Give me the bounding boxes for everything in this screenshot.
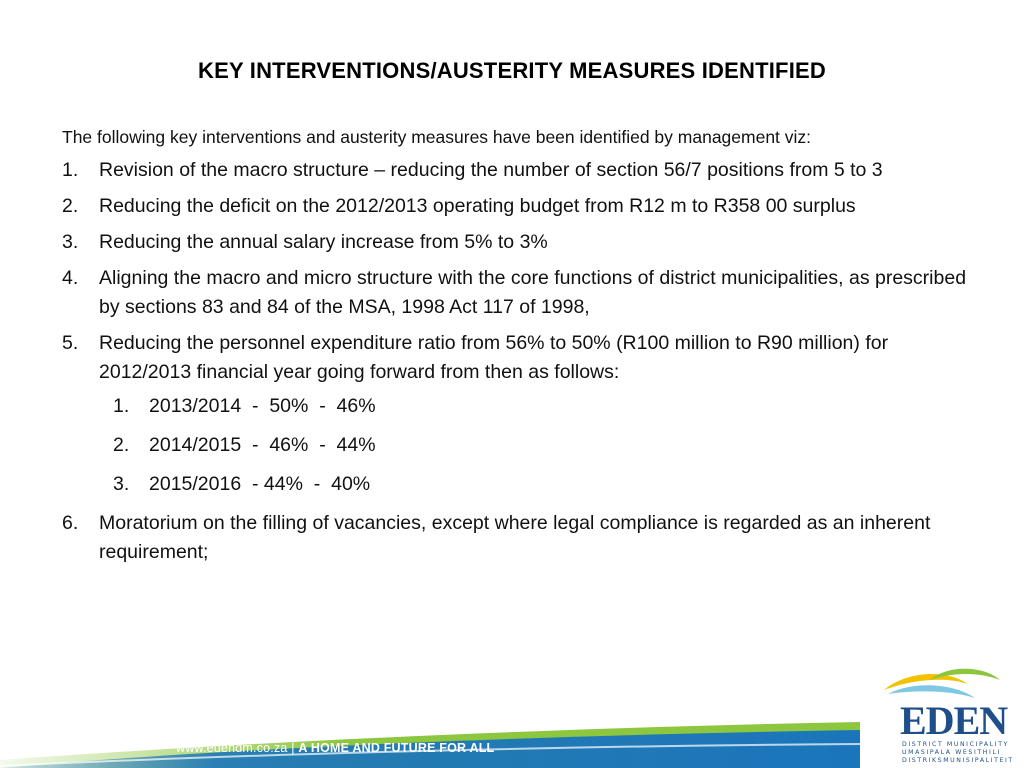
list-text: Revision of the macro structure – reducing the number of section 56/7 positions from 5 to 3 <box>99 159 883 181</box>
measures-list <box>62 156 972 567</box>
list-text: Aligning the macro and micro structure with the core functions of district municipalities, as prescribed by sections 83 and 84 of the MSA, 1998 Act 117 of 1998, <box>99 267 967 318</box>
sub-list-item <box>103 470 972 499</box>
list-item <box>62 264 972 322</box>
list-text: Moratorium on the filling of vacancies, except where legal compliance is regarded as an inherent requirement; <box>99 512 931 563</box>
logo-line-3: DISTRIKSMUNISIPALITEIT <box>902 757 1014 764</box>
list-text: Reducing the deficit on the 2012/2013 operating budget from R12 m to R358 00 surplus <box>99 195 856 217</box>
intro-paragraph: The following key interventions and austerity measures have been identified by management viz: <box>62 127 812 147</box>
sub-list-number: 3. <box>113 473 130 495</box>
footer-separator: | <box>291 741 295 755</box>
list-number: 1. <box>62 159 79 181</box>
list-item <box>62 329 972 499</box>
sub-list-number: 1. <box>113 395 130 417</box>
list-item <box>62 228 972 257</box>
logo-name: EDEN <box>900 698 1008 743</box>
logo-line-1: DISTRICT MUNICIPALITY <box>902 741 1009 748</box>
sub-list <box>99 392 972 499</box>
footer-slogan: A HOME AND FUTURE FOR ALL <box>298 741 495 755</box>
list-number: 6. <box>62 512 79 534</box>
list-number: 5. <box>62 332 79 354</box>
sub-list-text: 2013/2014 - 50% - 46% <box>149 395 376 417</box>
list-number: 4. <box>62 267 79 289</box>
logo-line-2: UMASIPALA WESITHILI <box>902 749 1001 756</box>
slide-title: KEY INTERVENTIONS/AUSTERITY MEASURES IDENTIFIED <box>198 58 826 83</box>
list-number: 2. <box>62 195 79 217</box>
list-item <box>62 509 972 567</box>
sub-list-number: 2. <box>113 434 130 456</box>
sub-list-text: 2015/2016 - 44% - 40% <box>149 473 371 495</box>
list-number: 3. <box>62 231 79 253</box>
list-item <box>62 192 972 221</box>
list-text: Reducing the personnel expenditure ratio from 56% to 50% (R100 million to R90 million) for 2012/2013 financial year going forward from then as follows: <box>99 332 889 383</box>
sub-list-item <box>103 431 972 460</box>
sub-list-text: 2014/2015 - 46% - 44% <box>149 434 376 456</box>
footer-text <box>176 741 494 755</box>
sub-list-item <box>103 392 972 421</box>
list-text: Reducing the annual salary increase from 5% to 3% <box>99 231 548 253</box>
list-item <box>62 156 972 185</box>
footer-url[interactable]: www.edendm.co.za <box>176 741 288 755</box>
slide-content <box>62 126 972 574</box>
